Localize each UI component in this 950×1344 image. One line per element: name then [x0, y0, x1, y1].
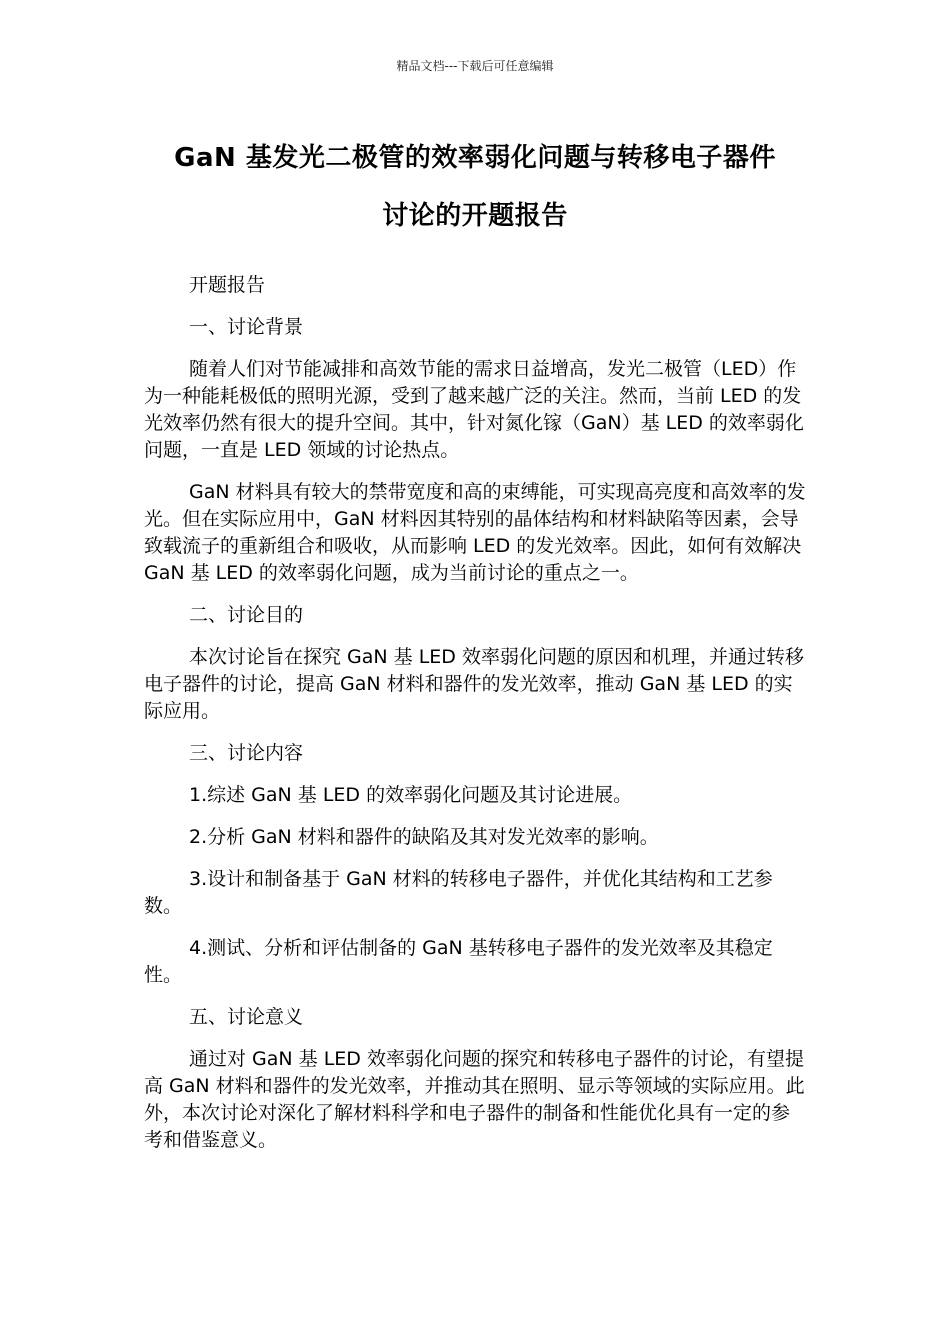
document-body [144, 272, 806, 1169]
content-item-1: 1.综述 GaN 基 LED 的效率弱化问题及其讨论进展。 [189, 784, 633, 806]
paragraph-purpose: 本次讨论旨在探究 GaN 基 LED 效率弱化问题的原因和机理，并通过转移电子器件的讨论，提高 GaN 材料和器件的发光效率，推动 GaN 基 LED 的实际应用。 [144, 646, 804, 722]
paragraph-background-2: GaN 材料具有较大的禁带宽度和高的束缚能，可实现高亮度和高效率的发光。但在实际应用中，GaN 材料因其特别的晶体结构和材料缺陷等因素，会导致载流子的重新组合和吸收，从而影响 LED 的发光效率。因此，如何有效解决 GaN 基 LED 的效率弱化问题，成为当前讨论的重点之一。 [144, 481, 806, 584]
page-header: 精品文档---下载后可任意编辑 [396, 59, 554, 73]
paragraph-significance: 通过对 GaN 基 LED 效率弱化问题的探究和转移电子器件的讨论，有望提高 GaN 材料和器件的发光效率，并推动其在照明、显示等领域的实际应用。此外，本次讨论对深化了解材料科学和电子器件的制备和性能优化具有一定的参考和借鉴意义。 [144, 1048, 805, 1151]
document-title-line-1: GaN 基发光二极管的效率弱化问题与转移电子器件 [174, 143, 776, 173]
section-heading-purpose: 二、讨论目的 [189, 604, 304, 626]
section-heading-background: 一、讨论背景 [189, 316, 304, 338]
content-item-4: 4.测试、分析和评估制备的 GaN 基转移电子器件的发光效率及其稳定性。 [144, 937, 773, 986]
section-heading-report: 开题报告 [189, 274, 266, 296]
content-item-2: 2.分析 GaN 材料和器件的缺陷及其对发光效率的影响。 [189, 826, 659, 848]
document-title-line-2: 讨论的开题报告 [382, 201, 568, 231]
section-heading-content: 三、讨论内容 [189, 742, 304, 764]
section-heading-significance: 五、讨论意义 [189, 1006, 304, 1028]
paragraph-background-1: 随着人们对节能减排和高效节能的需求日益增高，发光二极管（LED）作为一种能耗极低的照明光源，受到了越来越广泛的关注。然而，当前 LED 的发光效率仍然有很大的提升空间。其中，针对氮化镓（GaN）基 LED 的效率弱化问题，一直是 LED 领域的讨论热点。 [144, 358, 804, 461]
content-item-3: 3.设计和制备基于 GaN 材料的转移电子器件，并优化其结构和工艺参数。 [144, 868, 773, 917]
